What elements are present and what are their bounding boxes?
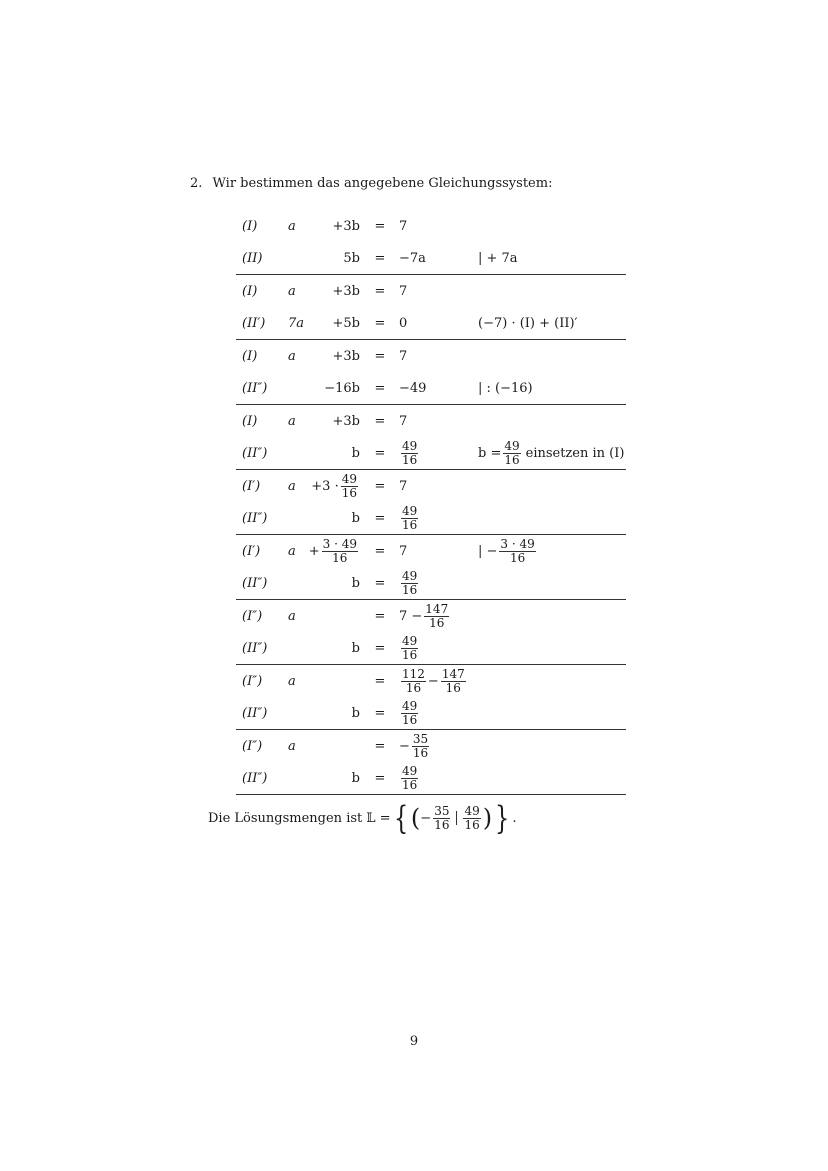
equals-sign: = xyxy=(374,575,386,591)
operation-note xyxy=(478,307,578,339)
equation-row xyxy=(236,437,626,469)
term-b xyxy=(306,372,360,404)
equation-block xyxy=(236,600,626,665)
term-a: a xyxy=(288,348,296,364)
equals-sign: = xyxy=(374,608,386,624)
operation-note xyxy=(478,535,538,567)
term-b-text: b xyxy=(351,575,360,591)
operation-note xyxy=(478,372,533,404)
equation-label: (II″) xyxy=(242,510,268,526)
rhs-fraction: $\frac{49}{16}$ xyxy=(402,698,418,727)
equation-row xyxy=(236,600,626,632)
rhs-text: −7a xyxy=(399,250,426,266)
term-b-text: +3b xyxy=(332,413,360,429)
separator-bar xyxy=(456,811,457,825)
equation-label: (I″) xyxy=(242,608,263,624)
term-a: a xyxy=(288,608,296,624)
equation-row xyxy=(236,762,626,794)
term-b-text: 5b xyxy=(343,250,360,266)
equation-label: (I) xyxy=(242,348,258,364)
equals-sign: = xyxy=(374,478,386,494)
equals-sign: = xyxy=(374,510,386,526)
equation-label: (II) xyxy=(242,250,263,266)
term-b xyxy=(306,307,360,339)
right-hand-side xyxy=(399,535,407,567)
equals-sign: = xyxy=(374,640,386,656)
equals-sign: = xyxy=(374,283,386,299)
equation-system xyxy=(236,210,626,795)
right-hand-side xyxy=(399,502,420,534)
equation-label: (I) xyxy=(242,218,258,234)
equation-block xyxy=(236,470,626,535)
equation-label: (I′) xyxy=(242,478,261,494)
note-text: | : (−16) xyxy=(478,380,533,396)
solution-x-fraction: $\frac{35}{16}$ xyxy=(434,803,450,832)
term-b-prefix: +3 · xyxy=(311,478,339,494)
note-text: (−7) · (I) + (II)′ xyxy=(478,315,578,331)
equation-label: (I″) xyxy=(242,673,263,689)
equation-label: (I) xyxy=(242,283,258,299)
term-b xyxy=(306,502,360,534)
rhs-text: − xyxy=(399,738,410,754)
left-brace: { xyxy=(393,799,408,837)
term-a: a xyxy=(288,673,296,689)
equals-sign: = xyxy=(374,218,386,234)
term-b-text: +3b xyxy=(332,218,360,234)
equation-row xyxy=(236,567,626,599)
exercise-number: 2. xyxy=(190,176,203,191)
rhs-text: 7 xyxy=(399,543,408,559)
equation-label: (II′) xyxy=(242,315,266,331)
equation-block xyxy=(236,665,626,730)
right-hand-side xyxy=(399,437,420,469)
right-hand-side xyxy=(399,210,407,242)
rhs-fraction: $\frac{112}{16}$ xyxy=(402,666,425,695)
rhs-text: 7 xyxy=(399,348,408,364)
rhs-text: 7 xyxy=(399,283,408,299)
equation-label: (II″) xyxy=(242,705,268,721)
solution-end: . xyxy=(512,810,517,826)
right-hand-side xyxy=(399,762,420,794)
right-hand-side xyxy=(399,307,407,339)
equation-row xyxy=(236,697,626,729)
term-a: a xyxy=(288,543,296,559)
right-hand-side xyxy=(399,665,468,697)
term-b-text: b xyxy=(351,510,360,526)
equation-label: (I″) xyxy=(242,738,263,754)
equation-block xyxy=(236,275,626,340)
right-hand-side xyxy=(399,405,407,437)
equation-block xyxy=(236,340,626,405)
right-hand-side xyxy=(399,340,407,372)
right-paren: ) xyxy=(482,804,493,832)
term-b-text: b xyxy=(351,770,360,786)
rhs-text: 7 − xyxy=(399,608,423,624)
equals-sign: = xyxy=(374,705,386,721)
rhs-text: −49 xyxy=(399,380,427,396)
rhs-fraction: $\frac{49}{16}$ xyxy=(402,633,418,662)
rhs-text: 7 xyxy=(399,478,408,494)
right-hand-side xyxy=(399,567,420,599)
term-b-prefix: + xyxy=(308,543,320,559)
rhs-fraction: $\frac{35}{16}$ xyxy=(412,731,429,760)
term-b-text: +3b xyxy=(332,283,360,299)
term-b xyxy=(306,665,360,697)
term-b xyxy=(306,437,360,469)
right-hand-side xyxy=(399,600,451,632)
equation-label: (II″) xyxy=(242,445,268,461)
right-hand-side xyxy=(399,275,407,307)
right-hand-side xyxy=(399,730,431,762)
exercise-heading xyxy=(190,176,552,191)
note-prefix: | − xyxy=(478,543,498,559)
equation-row xyxy=(236,470,626,502)
right-hand-side xyxy=(399,242,426,274)
rhs-fraction-2: $\frac{147}{16}$ xyxy=(441,666,465,695)
term-b xyxy=(306,762,360,794)
equals-sign: = xyxy=(374,315,386,331)
term-b-fraction: $\frac{3 \cdot 49}{16}$ xyxy=(322,536,357,565)
solution-x-sign: − xyxy=(420,810,432,826)
solution-y-fraction: $\frac{49}{16}$ xyxy=(464,803,480,832)
note-fraction: $\frac{3 \cdot 49}{16}$ xyxy=(500,536,535,565)
term-a: a xyxy=(288,478,296,494)
equation-label: (II″) xyxy=(242,640,268,656)
term-b-text: −16b xyxy=(324,380,360,396)
term-b-text: b xyxy=(351,640,360,656)
rhs-operator: − xyxy=(427,673,439,689)
rhs-text: 7 xyxy=(399,413,408,429)
operation-note xyxy=(478,242,518,274)
equation-block xyxy=(236,405,626,470)
term-b-fraction: $\frac{49}{16}$ xyxy=(341,471,357,500)
equation-block xyxy=(236,210,626,275)
term-b xyxy=(306,600,360,632)
rhs-text: 0 xyxy=(399,315,408,331)
rhs-fraction: $\frac{49}{16}$ xyxy=(402,438,418,467)
note-prefix: b = xyxy=(478,445,502,461)
term-b-text: +5b xyxy=(332,315,360,331)
equation-row xyxy=(236,372,626,404)
page-number: 9 xyxy=(409,1034,419,1049)
right-hand-side xyxy=(399,372,426,404)
rhs-text: 7 xyxy=(399,218,408,234)
note-fraction: $\frac{49}{16}$ xyxy=(504,438,520,467)
solution-text: Die Lösungsmengen ist 𝕃 = xyxy=(208,810,391,826)
equation-row xyxy=(236,275,626,307)
equation-row xyxy=(236,340,626,372)
equation-label: (I′) xyxy=(242,543,261,559)
right-hand-side xyxy=(399,697,420,729)
equation-row xyxy=(236,210,626,242)
term-a: a xyxy=(288,283,296,299)
rhs-fraction: $\frac{147}{16}$ xyxy=(425,601,449,630)
equation-row xyxy=(236,665,626,697)
term-b xyxy=(306,697,360,729)
equation-block xyxy=(236,535,626,600)
exercise-text: Wir bestimmen das angegebene Gleichungssystem: xyxy=(212,176,553,191)
term-b xyxy=(306,632,360,664)
right-brace: } xyxy=(495,799,510,837)
equation-label: (II″) xyxy=(242,770,268,786)
term-b-text: b xyxy=(351,445,360,461)
term-b xyxy=(306,210,360,242)
equals-sign: = xyxy=(374,738,386,754)
term-b xyxy=(306,567,360,599)
equation-row xyxy=(236,405,626,437)
term-b-text: +3b xyxy=(332,348,360,364)
equation-label: (II″) xyxy=(242,380,268,396)
equals-sign: = xyxy=(374,445,386,461)
term-b-text: b xyxy=(351,705,360,721)
term-b xyxy=(306,340,360,372)
term-a: a xyxy=(288,413,296,429)
equation-label: (I) xyxy=(242,413,258,429)
equation-row xyxy=(236,632,626,664)
term-b xyxy=(306,405,360,437)
term-b xyxy=(306,242,360,274)
note-text: | + 7a xyxy=(478,250,518,266)
equation-label: (II″) xyxy=(242,575,268,591)
equals-sign: = xyxy=(374,770,386,786)
left-paren: ( xyxy=(410,804,421,832)
term-b xyxy=(306,275,360,307)
equals-sign: = xyxy=(374,543,386,559)
equation-row xyxy=(236,535,626,567)
equation-row xyxy=(236,307,626,339)
rhs-fraction: $\frac{49}{16}$ xyxy=(402,568,418,597)
term-a: a xyxy=(288,738,296,754)
term-a: 7a xyxy=(288,315,305,331)
solution-line xyxy=(208,799,517,837)
equals-sign: = xyxy=(374,250,386,266)
rhs-fraction: $\frac{49}{16}$ xyxy=(402,503,418,532)
term-b xyxy=(306,535,360,567)
equation-row xyxy=(236,242,626,274)
equals-sign: = xyxy=(374,348,386,364)
term-b xyxy=(306,730,360,762)
equation-row xyxy=(236,730,626,762)
rhs-fraction: $\frac{49}{16}$ xyxy=(402,763,418,792)
equation-block xyxy=(236,730,626,795)
equation-row xyxy=(236,502,626,534)
equals-sign: = xyxy=(374,673,386,689)
term-a: a xyxy=(288,218,296,234)
right-hand-side xyxy=(399,632,420,664)
equals-sign: = xyxy=(374,380,386,396)
operation-note xyxy=(478,437,624,469)
note-suffix: einsetzen in (I) xyxy=(525,445,625,461)
term-b xyxy=(306,470,360,502)
equals-sign: = xyxy=(374,413,386,429)
right-hand-side xyxy=(399,470,407,502)
